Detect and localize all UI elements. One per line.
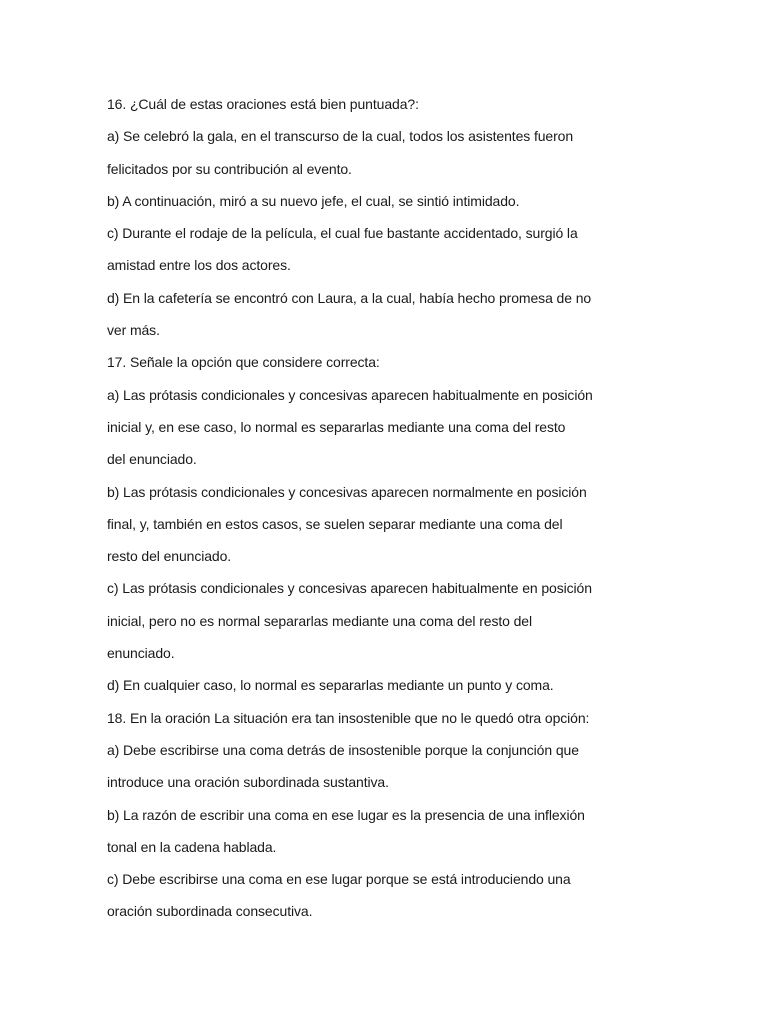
question-17-option-b-cont: final, y, también en estos casos, se suelen separar mediante una coma del: [107, 515, 563, 532]
question-16-option-a: a) Se celebró la gala, en el transcurso de la cual, todos los asistentes fueron: [107, 128, 574, 145]
document-body: [107, 88, 667, 928]
question-16-option-d: d) En la cafetería se encontró con Laura, a la cual, había hecho promesa de no: [107, 289, 592, 306]
question-17-option-b-cont-2: resto del enunciado.: [107, 548, 232, 565]
question-18-text: 18. En la oración La situación era tan insostenible que no le quedó otra opción:: [107, 709, 590, 726]
question-17-option-d: d) En cualquier caso, lo normal es separarlas mediante un punto y coma.: [107, 677, 554, 694]
question-17-option-a-cont: inicial y, en ese caso, lo normal es separarlas mediante una coma del resto: [107, 418, 566, 435]
question-16-option-c: c) Durante el rodaje de la película, el cual fue bastante accidentado, surgió la: [107, 225, 578, 242]
question-17-option-c: c) Las prótasis condicionales y concesivas aparecen habitualmente en posición: [107, 580, 592, 597]
question-16-option-a-cont: felicitados por su contribución al evento.: [107, 160, 352, 177]
question-17-option-c-cont-2: enunciado.: [107, 645, 175, 662]
question-18-option-b: b) La razón de escribir una coma en ese lugar es la presencia de una inflexión: [107, 806, 585, 823]
question-18-option-a: a) Debe escribirse una coma detrás de insostenible porque la conjunción que: [107, 741, 579, 758]
question-18-option-b-cont: tonal en la cadena hablada.: [107, 838, 277, 855]
question-18-option-c-cont: oración subordinada consecutiva.: [107, 903, 313, 920]
question-16-text: 16. ¿Cuál de estas oraciones está bien puntuada?:: [107, 96, 419, 112]
question-17-option-a-cont-2: del enunciado.: [107, 451, 197, 468]
question-17-option-a: a) Las prótasis condicionales y concesivas aparecen habitualmente en posición: [107, 386, 593, 403]
question-17-option-c-cont: inicial, pero no es normal separarlas mediante una coma del resto del: [107, 612, 533, 629]
question-17-option-b: b) Las prótasis condicionales y concesivas aparecen normalmente en posición: [107, 483, 587, 500]
question-18-option-c: c) Debe escribirse una coma en ese lugar porque se está introduciendo una: [107, 871, 571, 888]
question-17-text: 17. Señale la opción que considere correcta:: [107, 354, 380, 371]
question-16-option-c-cont: amistad entre los dos actores.: [107, 257, 291, 274]
question-16-option-d-cont: ver más.: [107, 322, 160, 339]
question-16-option-b: b) A continuación, miró a su nuevo jefe, el cual, se sintió intimidado.: [107, 192, 520, 209]
question-18-option-a-cont: introduce una oración subordinada sustantiva.: [107, 774, 389, 791]
